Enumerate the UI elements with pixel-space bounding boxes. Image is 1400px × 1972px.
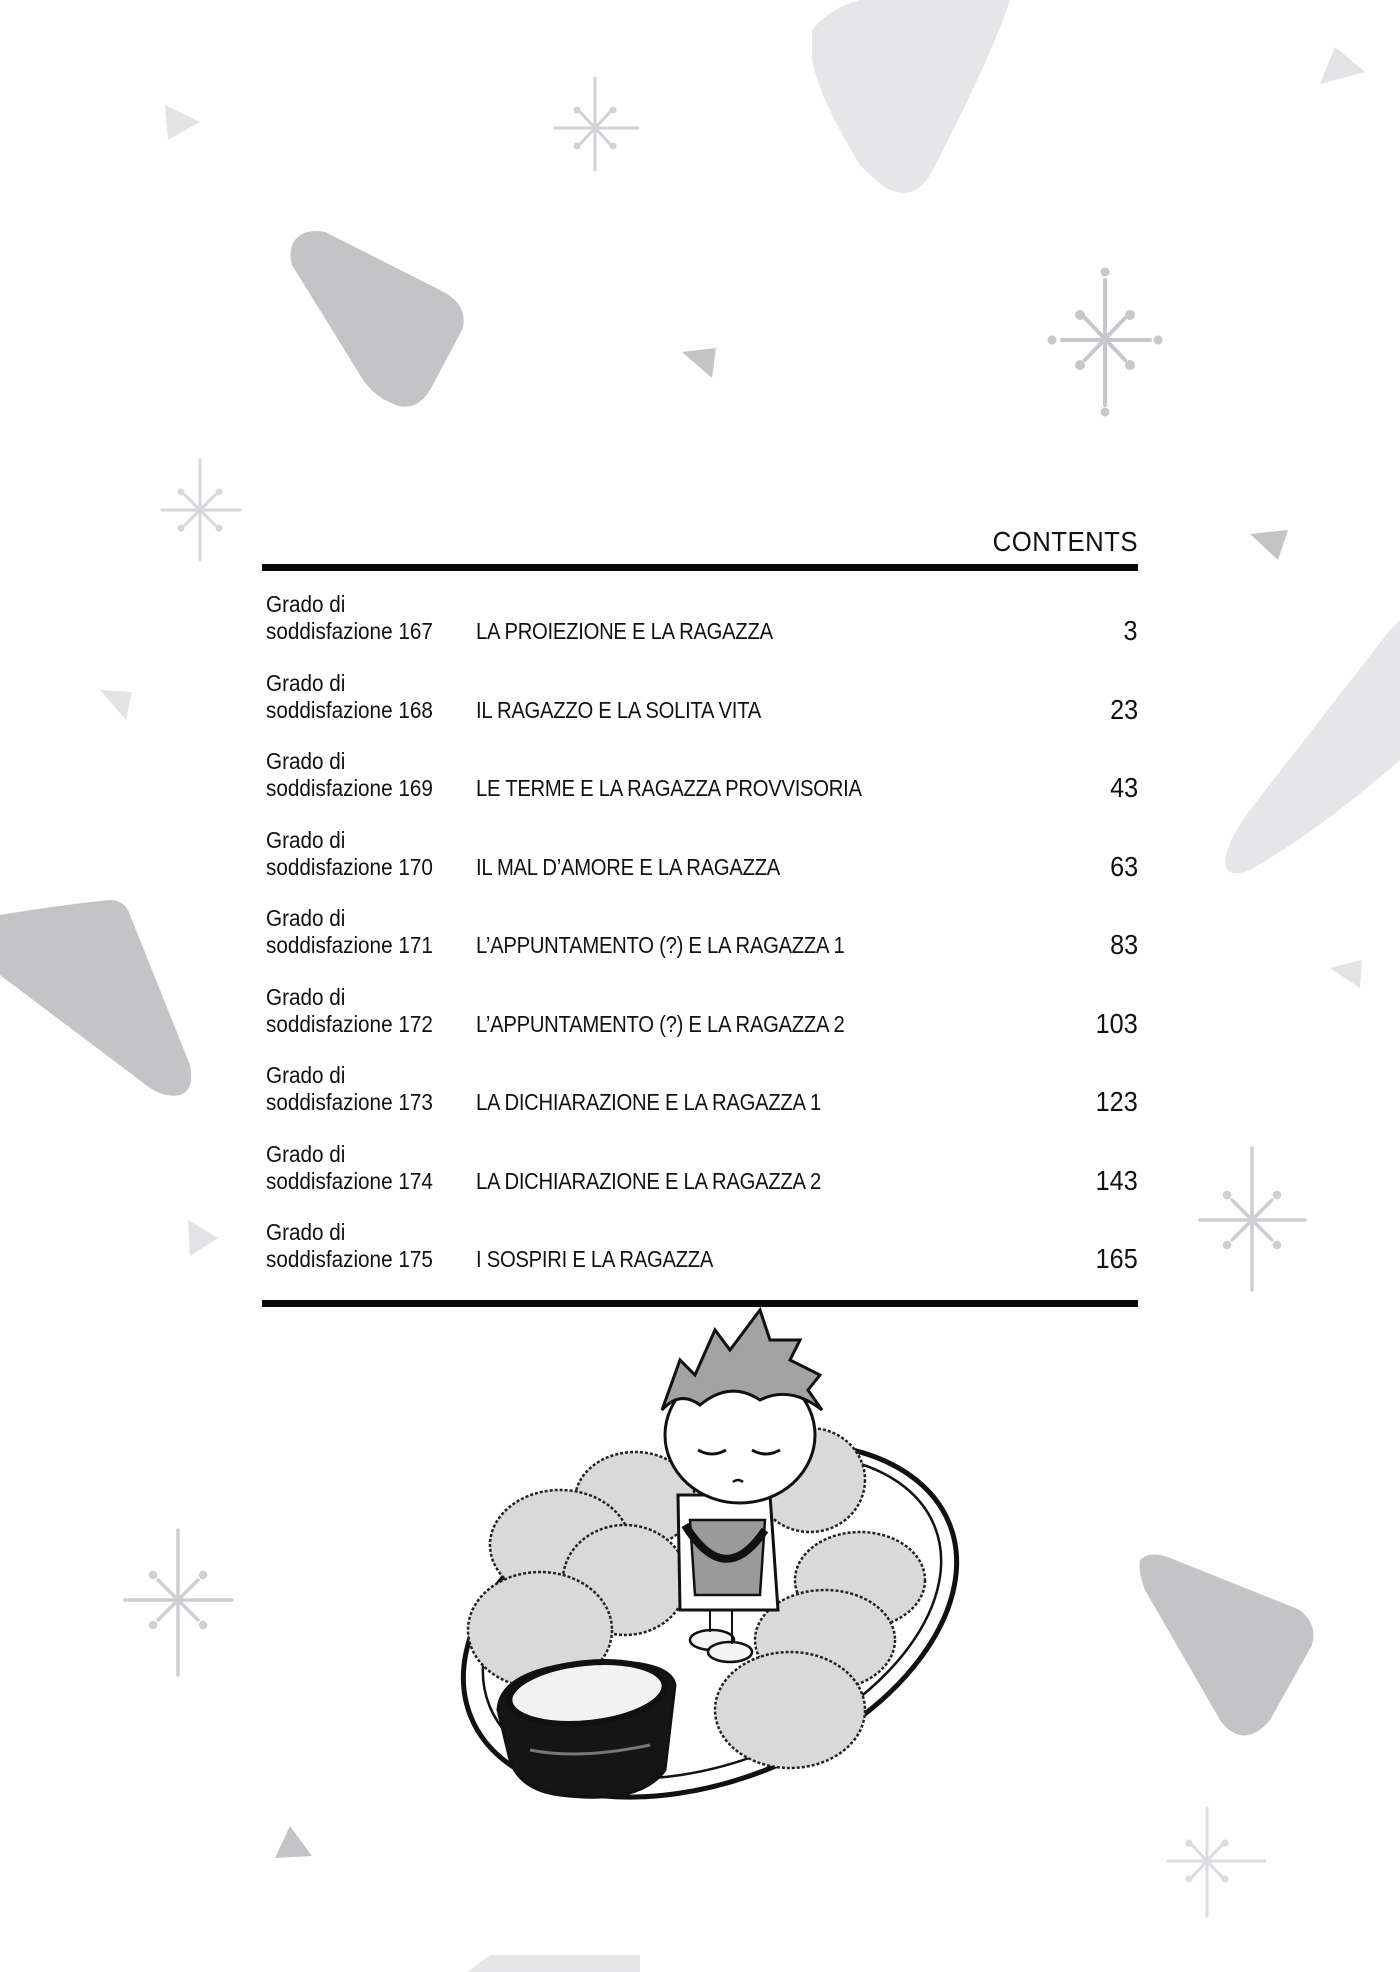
entry-page-number: 3 [1123, 615, 1138, 646]
entry-prefix: Grado di [266, 1062, 346, 1088]
entry-prefix: Grado di [266, 905, 346, 931]
entry-prefix: Grado di [266, 1219, 346, 1245]
toc-header [262, 520, 1138, 562]
entry-title: L’APPUNTAMENTO (?) E LA RAGAZZA 2 [476, 1010, 845, 1037]
entry-page-number: 63 [1109, 850, 1138, 882]
page-title: CONTENTS [992, 526, 1138, 557]
entry-prefix: Grado di [266, 1140, 346, 1167]
entry-title: IL MAL D’AMORE E LA RAGAZZA [476, 853, 781, 880]
entry-prefix: Grado di [266, 591, 346, 617]
sparkle-icon [162, 460, 240, 560]
entry-label: soddisfazione 169 [266, 775, 433, 801]
entry-page-number: 143 [1095, 1164, 1138, 1196]
triangle-shape [275, 1826, 312, 1858]
entry-prefix: Grado di [266, 748, 346, 774]
toc-entry[interactable] [262, 827, 1138, 906]
sparkle-icon [555, 78, 638, 170]
triangle-shape [1140, 1554, 1314, 1735]
top-rule-divider [262, 564, 1138, 571]
entry-title: LE TERME E LA RAGAZZA PROVVISORIA [476, 775, 862, 801]
entry-label: soddisfazione 171 [266, 932, 433, 958]
triangle-shape [682, 348, 716, 378]
toc-entry[interactable] [262, 591, 1138, 670]
toc-entry[interactable] [262, 905, 1138, 984]
triangle-shape [1250, 530, 1288, 560]
entry-page-number: 165 [1095, 1243, 1138, 1274]
triangle-shape [188, 1220, 218, 1256]
toc-entries [262, 571, 1138, 1298]
entry-title: I SOSPIRI E LA RAGAZZA [476, 1246, 714, 1272]
entry-page-number: 103 [1095, 1007, 1138, 1039]
entry-prefix: Grado di [266, 826, 346, 853]
toc-entry[interactable] [262, 984, 1138, 1063]
triangle-shape [812, 0, 1010, 193]
triangle-shape [0, 900, 191, 1096]
entry-page-number: 23 [1109, 693, 1138, 725]
sparkle-icon [125, 1530, 232, 1675]
toc-entry[interactable] [262, 1062, 1138, 1141]
sauce-bowl-icon [498, 1655, 675, 1797]
entry-page-number: 43 [1109, 772, 1138, 803]
triangle-shape [291, 231, 464, 407]
entry-prefix: Grado di [266, 669, 346, 696]
entry-label: soddisfazione 168 [266, 696, 433, 723]
entry-title: IL RAGAZZO E LA SOLITA VITA [476, 696, 761, 723]
entry-label: soddisfazione 167 [266, 618, 433, 644]
entry-page-number: 83 [1109, 929, 1138, 960]
toc-entry[interactable] [262, 670, 1138, 749]
sparkle-icon [1168, 1808, 1265, 1916]
entry-prefix: Grado di [266, 983, 346, 1010]
entry-label: soddisfazione 174 [266, 1167, 433, 1194]
entry-title: LA DICHIARAZIONE E LA RAGAZZA 1 [476, 1089, 822, 1115]
triangle-shape [468, 1955, 640, 1972]
entry-title: LA DICHIARAZIONE E LA RAGAZZA 2 [476, 1167, 822, 1194]
entry-title: LA PROIEZIONE E LA RAGAZZA [476, 618, 773, 644]
toc-entry[interactable] [262, 1141, 1138, 1220]
entry-page-number: 123 [1095, 1086, 1138, 1117]
toc-entry[interactable] [262, 1219, 1138, 1298]
triangle-shape [1225, 620, 1400, 873]
triangle-shape [1320, 47, 1365, 84]
chibi-illustration [430, 1290, 990, 1810]
toc-entry[interactable] [262, 748, 1138, 827]
triangle-shape [165, 105, 200, 140]
triangle-shape [100, 690, 132, 720]
triangle-shape [1330, 960, 1362, 988]
entry-label: soddisfazione 175 [266, 1246, 433, 1272]
entry-label: soddisfazione 173 [266, 1089, 433, 1115]
entry-title: L’APPUNTAMENTO (?) E LA RAGAZZA 1 [476, 932, 845, 958]
sparkle-icon [1200, 1148, 1305, 1290]
sparkle-icon [1050, 270, 1161, 415]
entry-label: soddisfazione 172 [266, 1010, 433, 1037]
table-of-contents [262, 520, 1138, 1307]
entry-label: soddisfazione 170 [266, 853, 433, 880]
